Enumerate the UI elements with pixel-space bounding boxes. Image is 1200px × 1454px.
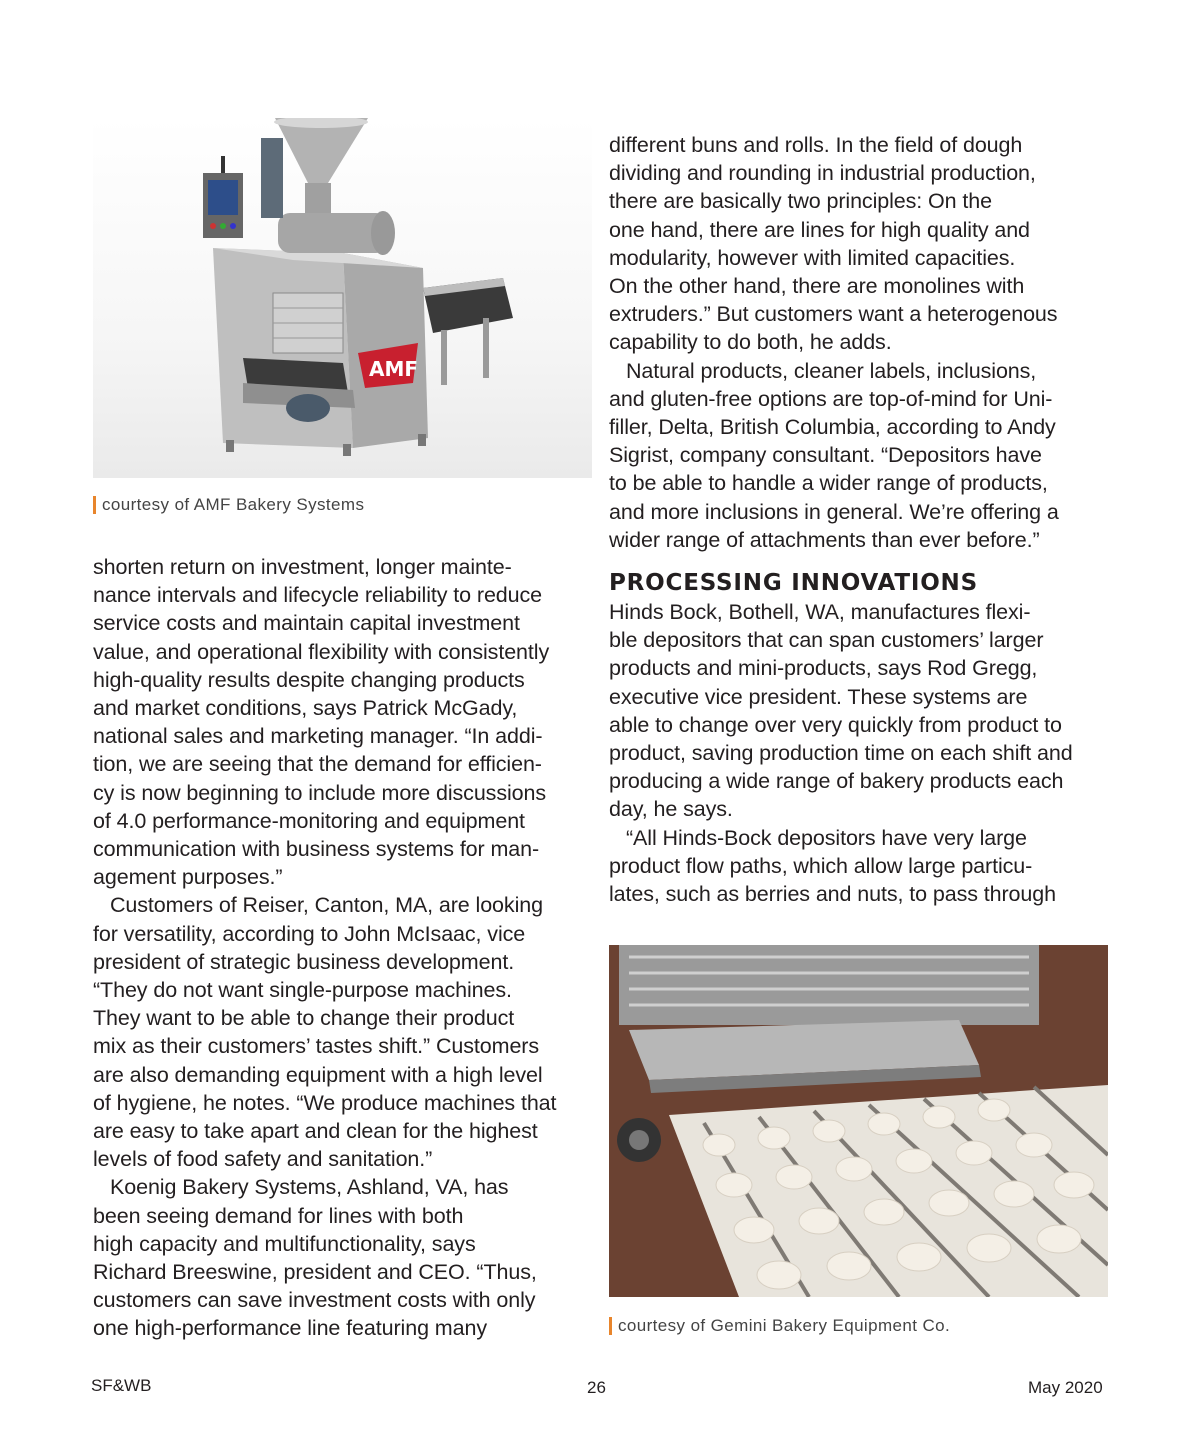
footer-page-number: 26 <box>587 1378 606 1397</box>
amf-logo: AMF <box>369 357 419 381</box>
dough-conveyor-illustration <box>609 945 1108 1297</box>
right-paragraph-2: Natural products, cleaner labels, inclusions, and gluten-free options are top-of-mind for Uni- filler, Delta, British Columbia, according to Andy Sigrist, company consultant. “Depositors have to be able to handle a wider range of products, and more inclusions in general. We’re offering a wider range of attachments than ever before.” <box>609 358 1059 552</box>
dough-conveyor-photo <box>609 945 1108 1297</box>
section-heading: PROCESSING INNOVATIONS <box>609 570 978 597</box>
right-paragraph-4: “All Hinds-Bock depositors have very large product flow paths, which allow large particu- lates, such as berries and nuts, to pass through <box>609 825 1056 907</box>
right-column <box>609 131 1119 908</box>
right-paragraph-1: different buns and rolls. In the field of dough dividing and rounding in industrial production, there are basically two principles: On the one hand, there are lines for high quality and modularity, however with limited capacities. On the other hand, there are monolines with extruders.” But customers want a heterogenous capability to do both, he adds. <box>609 133 1058 355</box>
right-paragraph-3: Hinds Bock, Bothell, WA, manufactures flexi- ble depositors that can span customers’ larger products and mini-products, says Rod Gregg, executive vice president. These systems are able to change over very quickly from product to product, saving production time on each shift and producing a wide range of bakery products each day, he says. <box>609 600 1073 822</box>
left-paragraph-2: Customers of Reiser, Canton, MA, are looking for versatility, according to John McIsaac, vice president of strategic business development. “They do not want single-purpose machines. They want to be able to change their product mix as their customers’ tastes shift.” Customers are also demanding equipment with a high level of hygiene, he notes. “We produce machines that are easy to take apart and clean for the highest levels of food safety and sanitation.” <box>93 893 557 1172</box>
footer-publication: SF&WB <box>91 1376 152 1395</box>
photo1-caption: courtesy of AMF Bakery Systems <box>93 496 364 514</box>
footer-date: May 2020 <box>1028 1378 1103 1397</box>
left-paragraph-3: Koenig Bakery Systems, Ashland, VA, has been seeing demand for lines with both high capacity and multifunctionality, says Richard Breeswine, president and CEO. “Thus, customers can save investment costs with only one high-performance line featuring many <box>93 1175 537 1341</box>
left-paragraph-1: shorten return on investment, longer mainte- nance intervals and lifecycle reliability to reduce service costs and maintain capital investment value, and operational flexibility with consistently high-quality results despite changing products and market conditions, says Patrick McGady, national sales and marketing manager. “In addi- tion, we are seeing that the demand for efficien- cy is now beginning to include more discussions of 4.0 performance-monitoring and equipment communication with business systems for man- agement purposes.” <box>93 555 550 890</box>
amf-machine-photo <box>93 118 592 478</box>
amf-machine-illustration <box>93 118 592 478</box>
left-column <box>93 553 598 1343</box>
photo2-caption: courtesy of Gemini Bakery Equipment Co. <box>609 1317 950 1335</box>
